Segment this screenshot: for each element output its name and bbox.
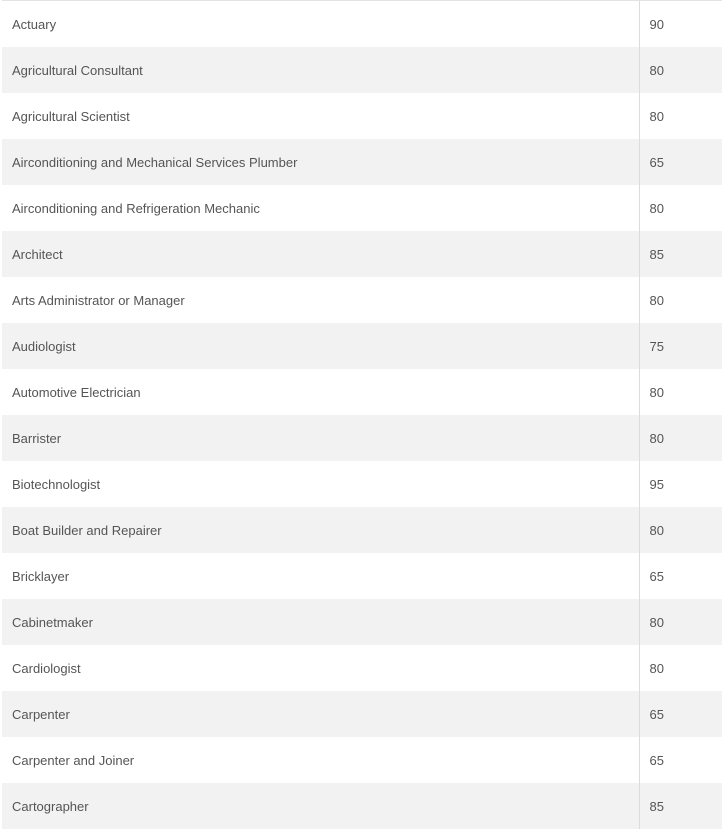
occupation-name-cell: Agricultural Consultant xyxy=(12,62,143,78)
table-row xyxy=(2,323,722,369)
occupation-name-cell: Cabinetmaker xyxy=(12,614,93,630)
occupation-name-cell: Audiologist xyxy=(12,338,76,354)
table-row xyxy=(2,645,722,691)
points-value-cell: 80 xyxy=(639,369,722,415)
occupation-name-cell: Architect xyxy=(12,246,63,262)
table-row xyxy=(2,1,722,47)
table-row xyxy=(2,599,722,645)
points-value-cell: 90 xyxy=(639,1,722,47)
occupation-name-cell: Airconditioning and Refrigeration Mechanic xyxy=(12,200,260,216)
occupation-name-cell: Cardiologist xyxy=(12,660,81,676)
points-value-cell: 65 xyxy=(639,737,722,783)
occupation-name-cell: Cartographer xyxy=(12,798,89,814)
points-value-cell: 80 xyxy=(639,645,722,691)
points-value-cell: 75 xyxy=(639,323,722,369)
table-row xyxy=(2,783,722,829)
points-value-cell: 80 xyxy=(639,47,722,93)
occupation-name-cell: Agricultural Scientist xyxy=(12,108,130,124)
table-row xyxy=(2,461,722,507)
points-value-cell: 80 xyxy=(639,93,722,139)
occupation-name-cell: Carpenter xyxy=(12,706,70,722)
table-row xyxy=(2,507,722,553)
table-row xyxy=(2,277,722,323)
occupation-name-cell: Automotive Electrician xyxy=(12,384,141,400)
points-value-cell: 65 xyxy=(639,553,722,599)
occupation-name-cell: Carpenter and Joiner xyxy=(12,752,135,768)
occupation-name-cell: Actuary xyxy=(12,16,57,32)
points-value-cell: 80 xyxy=(639,415,722,461)
table-row xyxy=(2,553,722,599)
table-row xyxy=(2,47,722,93)
occupation-points-table xyxy=(2,1,722,829)
points-value-cell: 85 xyxy=(639,231,722,277)
table-row xyxy=(2,369,722,415)
table-row xyxy=(2,415,722,461)
occupation-name-cell: Bricklayer xyxy=(12,568,70,584)
occupation-table-container xyxy=(2,0,722,829)
occupation-name-cell: Barrister xyxy=(12,430,62,446)
points-value-cell: 65 xyxy=(639,139,722,185)
table-row xyxy=(2,93,722,139)
occupation-name-cell: Arts Administrator or Manager xyxy=(12,292,185,308)
points-value-cell: 85 xyxy=(639,783,722,829)
table-row xyxy=(2,737,722,783)
occupation-name-cell: Boat Builder and Repairer xyxy=(12,522,162,538)
points-value-cell: 65 xyxy=(639,691,722,737)
table-row xyxy=(2,231,722,277)
occupation-name-cell: Biotechnologist xyxy=(12,476,101,492)
points-value-cell: 80 xyxy=(639,599,722,645)
table-row xyxy=(2,691,722,737)
points-value-cell: 80 xyxy=(639,185,722,231)
points-value-cell: 80 xyxy=(639,277,722,323)
table-row xyxy=(2,139,722,185)
table-row xyxy=(2,185,722,231)
points-value-cell: 95 xyxy=(639,461,722,507)
table-body xyxy=(2,1,722,829)
occupation-name-cell: Airconditioning and Mechanical Services Plumber xyxy=(12,154,298,170)
points-value-cell: 80 xyxy=(639,507,722,553)
